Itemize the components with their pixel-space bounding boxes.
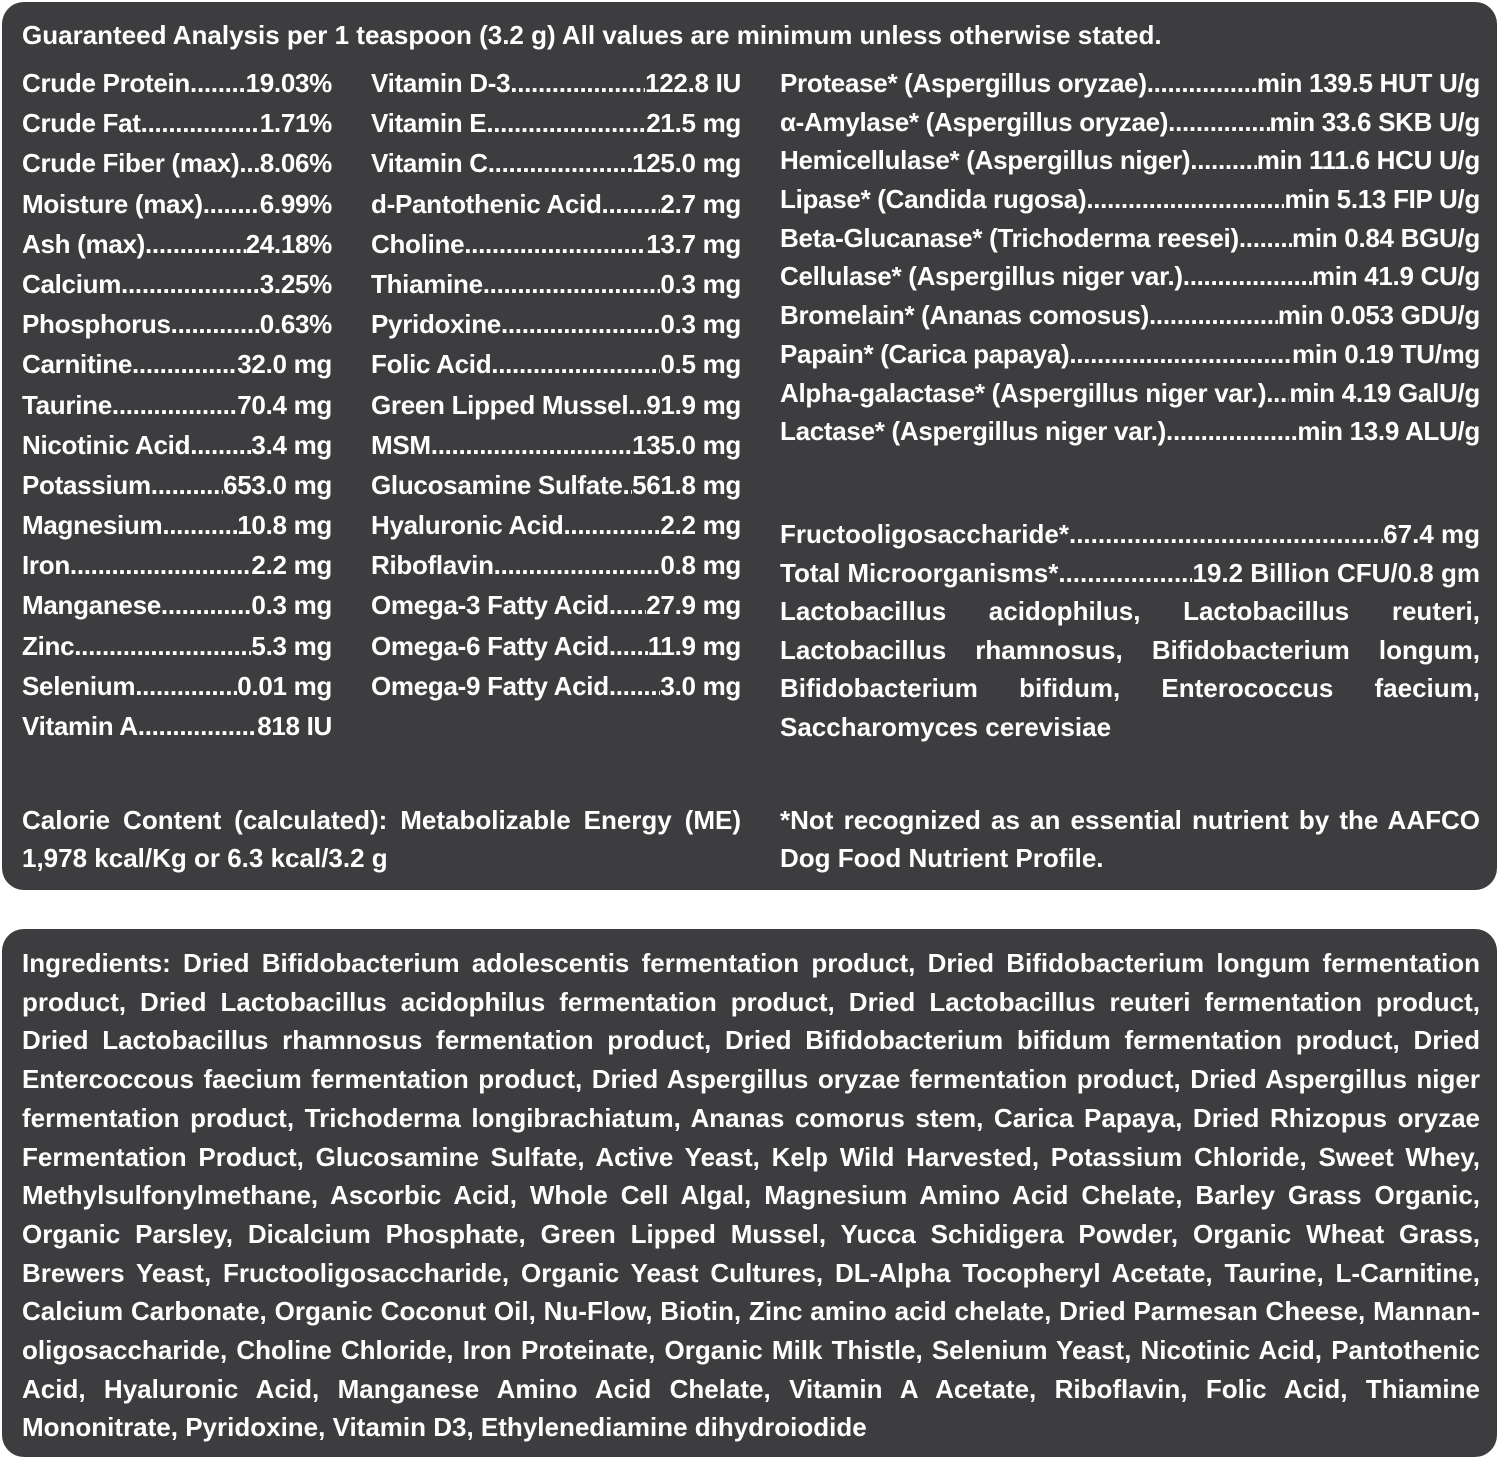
nutrient-value: 2.2 mg [660,510,741,541]
nutrient-row [371,631,741,671]
leader-dots [1168,107,1269,138]
nutrient-row [371,189,741,229]
nutrient-value: 122.8 IU [645,68,741,98]
nutrient-label: Magnesium [22,510,163,541]
nutrient-row [22,68,332,108]
nutrient-label: Vitamin A [22,711,138,741]
nutrient-label: α-Amylase* (Aspergillus oryzae) [780,106,1169,137]
nutrient-value: 13.7 mg [646,228,741,259]
nutrient-value: 561.8 mg [632,469,741,500]
nutrient-value: 818 IU [257,711,332,741]
leader-dots [464,229,646,260]
nutrient-value: 91.9 mg [646,389,741,420]
leader-dots [602,189,661,220]
leader-dots [1266,378,1289,409]
nutrient-value: 10.8 mg [237,510,332,541]
nutrient-value: min 0.84 BGU/g [1292,222,1480,253]
leader-dots [190,68,246,99]
analysis-column-1 [22,68,332,751]
nutrient-label: Calcium [22,268,122,299]
nutrient-label: Cellulase* (Aspergillus niger var.) [780,261,1183,292]
nutrient-label: Folic Acid [371,349,492,380]
nutrient-value: 3.4 mg [251,429,332,460]
leader-dots [563,510,660,541]
nutrient-label: Omega-6 Fatty Acid [371,630,609,661]
leader-dots [494,550,661,581]
nutrient-label: Hemicellulase* (Aspergillus niger) [780,145,1191,176]
nutrient-value: min 13.9 ALU/g [1297,416,1480,447]
leader-dots [622,470,632,501]
leader-dots [1166,416,1297,447]
fos-row [780,515,1480,554]
nutrient-label: Vitamin D-3 [371,68,511,98]
nutrient-value: 27.9 mg [646,590,741,621]
nutrient-value: 1.71% [259,108,332,139]
nutrient-label: Bromelain* (Ananas comosus) [780,300,1149,331]
nutrient-row [22,148,332,188]
nutrient-value: 0.3 mg [251,590,332,621]
nutrient-row [371,108,741,148]
nutrient-label: Glucosamine Sulfate [371,469,623,500]
nutrient-value: 21.5 mg [646,108,741,139]
nutrient-label: Nicotinic Acid [22,429,191,460]
nutrient-row [371,550,741,590]
leader-dots [609,671,661,702]
leader-dots [1149,300,1278,331]
leader-dots [1147,68,1257,99]
nutrient-label: Omega-9 Fatty Acid [371,670,609,701]
leader-dots [171,309,260,340]
nutrient-label: Pyridoxine [371,309,501,340]
nutrient-label: Alpha-galactase* (Aspergillus niger var.) [780,377,1267,408]
leader-dots [1058,554,1192,593]
nutrient-value: 135.0 mg [632,429,741,460]
nutrient-row [22,108,332,148]
nutrient-row [22,269,332,309]
leader-dots [121,269,260,300]
enzyme-row [780,68,1480,107]
nutrient-value: 2.2 mg [251,550,332,581]
enzyme-column [780,68,1480,455]
enzyme-row [780,300,1480,339]
nutrient-row [371,590,741,630]
nutrient-row [22,631,332,671]
nutrient-value: 19.03% [245,68,332,98]
leader-dots [1190,145,1257,176]
nutrient-row [371,390,741,430]
nutrient-value: min 4.19 GalU/g [1289,377,1480,408]
nutrient-label: MSM [371,429,431,460]
nutrient-value: min 33.6 SKB U/g [1269,106,1480,137]
nutrient-value: min 41.9 CU/g [1311,261,1480,292]
nutrient-row [22,390,332,430]
nutrient-row [22,590,332,630]
nutrient-label: Iron [22,550,70,581]
leader-dots [112,390,237,421]
enzyme-row [780,339,1480,378]
leader-dots [501,309,660,340]
nutrient-row [371,148,741,188]
microorganism-block [780,515,1480,747]
nutrient-label: Vitamin E [371,108,487,139]
leader-dots [1183,261,1312,292]
nutrient-row [371,349,741,389]
nutrient-value: min 139.5 HUT U/g [1256,68,1480,98]
leader-dots [161,590,252,621]
strain-list: Lactobacillus acidophilus, Lactobacillus reuteri, Lactobacillus rhamnosus, Bifidobacterium longum, Bifidobacterium bifidum, Enterococcus faecium, Saccharomyces cerevisiae [780,596,1480,742]
nutrient-row [22,711,332,751]
enzyme-row [780,378,1480,417]
nutrient-row [22,510,332,550]
ingredients-text: Ingredients: Dried Bifidobacterium adolescentis fermentation product, Dried Bifidobacterium longum fermentation product, Dried Lactobacillus acidophilus fermentation product, Dried Lactobacillus reuteri fermentation product, Dried Lactobacillus rhamnosus fermentation product, Dried Bifidobacterium bifidum fermentation product, Dried Entercoccous faecium fermentation product, Dried Aspergillus oryzae fermentation product, Dried Aspergillus niger fermentation product, Trichoderma longibrachiatum, Ananas comorus stem, Carica Papaya, Dried Rhizopus oryzae Fermentation Product, Glucosamine Sulfate, Active Yeast, Kelp Wild Harvested, Potassium Chloride, Sweet Whey, Methylsulfonylmethane, Ascorbic Acid, Whole Cell Algal, Magnesium Amino Acid Chelate, Barley Grass Organic, Organic Parsley, Dicalcium Phosphate, Green Lipped Mussel, Yucca Schidigera Powder, Organic Wheat Grass, Brewers Yeast, Fructooligosaccharide, Organic Yeast Cultures, DL-Alpha Tocopheryl Acetate, Taurine, L-Carnitine, Calcium Carbonate, Organic Coconut Oil, Nu-Flow, Biotin, Zinc amino acid chelate, Dried Parmesan Cheese, Mannan-oligosaccharide, Choline Chloride, Iron Proteinate, Organic Milk Thistle, Selenium Yeast, Nicotinic Acid, Pantothenic Acid, Hyaluronic Acid, Manganese Amino Acid Chelate, Vitamin A Acetate, Riboflavin, Folic Acid, Thiamine Mononitrate, Pyridoxine, Vitamin D3, Ethylenediamine dihydroiodide [22,948,1480,1443]
nutrient-row [22,550,332,590]
nutrient-label: Crude Fiber (max) [22,148,240,179]
nutrient-value: 32.0 mg [237,349,332,380]
nutrient-value: 0.3 mg [660,268,741,299]
guaranteed-analysis-panel [2,2,1497,890]
nutrient-label: d-Pantothenic Acid [371,188,602,219]
leader-dots [203,189,260,220]
nutrient-label: Choline [371,228,465,259]
nutrient-row [371,229,741,269]
nutrient-row [371,510,741,550]
nutrient-label: Ash (max) [22,228,145,259]
nutrient-label: Crude Fat [22,108,141,139]
ingredients-panel [2,929,1497,1457]
microorganisms-label: Total Microorganisms* [780,557,1059,588]
nutrient-row [22,430,332,470]
leader-dots [1069,339,1292,370]
nutrient-value: 5.3 mg [251,630,332,661]
leader-dots [488,148,632,179]
nutrient-label: Lactase* (Aspergillus niger var.) [780,416,1167,447]
enzyme-row [780,145,1480,184]
nutrient-row [371,269,741,309]
nutrient-value: 0.8 mg [660,550,741,581]
microorganisms-row [780,554,1480,593]
nutrient-value: 6.99% [259,188,332,219]
nutrient-value: 2.7 mg [660,188,741,219]
nutrient-label: Selenium [22,670,136,701]
nutrient-label: Papain* (Carica papaya) [780,338,1070,369]
nutrient-value: 3.25% [259,268,332,299]
leader-dots [190,430,251,461]
nutrient-value: 0.63% [259,309,332,340]
nutrient-label: Beta-Glucanase* (Trichoderma reesei) [780,222,1239,253]
nutrient-value: min 5.13 FIP U/g [1284,184,1480,215]
leader-dots [1069,515,1383,554]
leader-dots [483,269,661,300]
nutrient-label: Hyaluronic Acid [371,510,564,541]
nutrient-label: Vitamin C [371,148,488,179]
nutrient-row [22,470,332,510]
leader-dots [132,349,237,380]
nutrient-value: 24.18% [245,228,332,259]
leader-dots [609,631,648,662]
nutrient-label: Manganese [22,590,161,621]
calorie-content: Calorie Content (calculated): Metabolizable Energy (ME) 1,978 kcal/Kg or 6.3 kcal/3.2 g [22,805,741,873]
nutrient-value: min 0.053 GDU/g [1277,300,1480,331]
nutrient-label: Zinc [22,630,75,661]
nutrient-row [371,309,741,349]
nutrient-row [22,349,332,389]
leader-dots [135,671,237,702]
nutrient-row [22,309,332,349]
leader-dots [431,430,632,461]
leader-dots [141,108,260,139]
nutrient-label: Riboflavin [371,550,494,581]
nutrient-label: Phosphorus [22,309,171,340]
nutrient-value: min 0.19 TU/mg [1292,338,1480,369]
nutrient-label: Carnitine [22,349,132,380]
nutrient-label: Moisture (max) [22,188,203,219]
analysis-column-2 [371,68,741,711]
nutrient-value: 11.9 mg [647,630,741,661]
enzyme-row [780,184,1480,223]
analysis-heading: Guaranteed Analysis per 1 teaspoon (3.2 g) All values are minimum unless otherwise stated. [22,20,1162,50]
nutrient-row [371,470,741,510]
leader-dots [609,590,646,621]
leader-dots [70,550,252,581]
nutrient-value: 8.06% [259,148,332,179]
nutrient-value: 70.4 mg [237,389,332,420]
microorganisms-value: 19.2 Billion CFU/0.8 gm [1192,557,1480,588]
nutrient-label: Taurine [22,389,112,420]
nutrient-label: Protease* (Aspergillus oryzae) [780,68,1147,98]
nutrient-label: Green Lipped Mussel [371,389,629,420]
enzyme-row [780,223,1480,262]
leader-dots [239,148,259,179]
nutrient-label: Crude Protein [22,68,191,98]
nutrient-row [22,229,332,269]
leader-dots [162,510,237,541]
enzyme-row [780,261,1480,300]
leader-dots [628,390,646,421]
nutrient-value: 0.5 mg [660,349,741,380]
leader-dots [1086,184,1284,215]
nutrient-row [22,189,332,229]
leader-dots [138,711,257,742]
leader-dots [145,229,246,260]
leader-dots [491,349,660,380]
nutrient-value: 0.01 mg [237,670,332,701]
nutrient-value: 653.0 mg [223,469,332,500]
enzyme-row [780,416,1480,455]
nutrient-value: min 111.6 HCU U/g [1256,145,1480,176]
leader-dots [486,108,646,139]
enzyme-row [780,107,1480,146]
nutrient-label: Omega-3 Fatty Acid [371,590,609,621]
leader-dots [151,470,223,501]
nutrient-label: Thiamine [371,268,483,299]
nutrient-label: Potassium [22,469,151,500]
fos-label: Fructooligosaccharide* [780,519,1069,549]
nutrient-value: 125.0 mg [632,148,741,179]
leader-dots [1239,223,1292,254]
nutrient-label: Lipase* (Candida rugosa) [780,184,1087,215]
nutrient-row [371,671,741,711]
nutrient-row [371,68,741,108]
nutrient-row [371,430,741,470]
aafco-footnote: *Not recognized as an essential nutrient by the AAFCO Dog Food Nutrient Profile. [780,805,1480,873]
fos-value: 67.4 mg [1383,519,1480,549]
leader-dots [510,68,645,99]
leader-dots [74,631,251,662]
nutrient-row [22,671,332,711]
nutrient-value: 0.3 mg [660,309,741,340]
nutrient-value: 3.0 mg [660,670,741,701]
